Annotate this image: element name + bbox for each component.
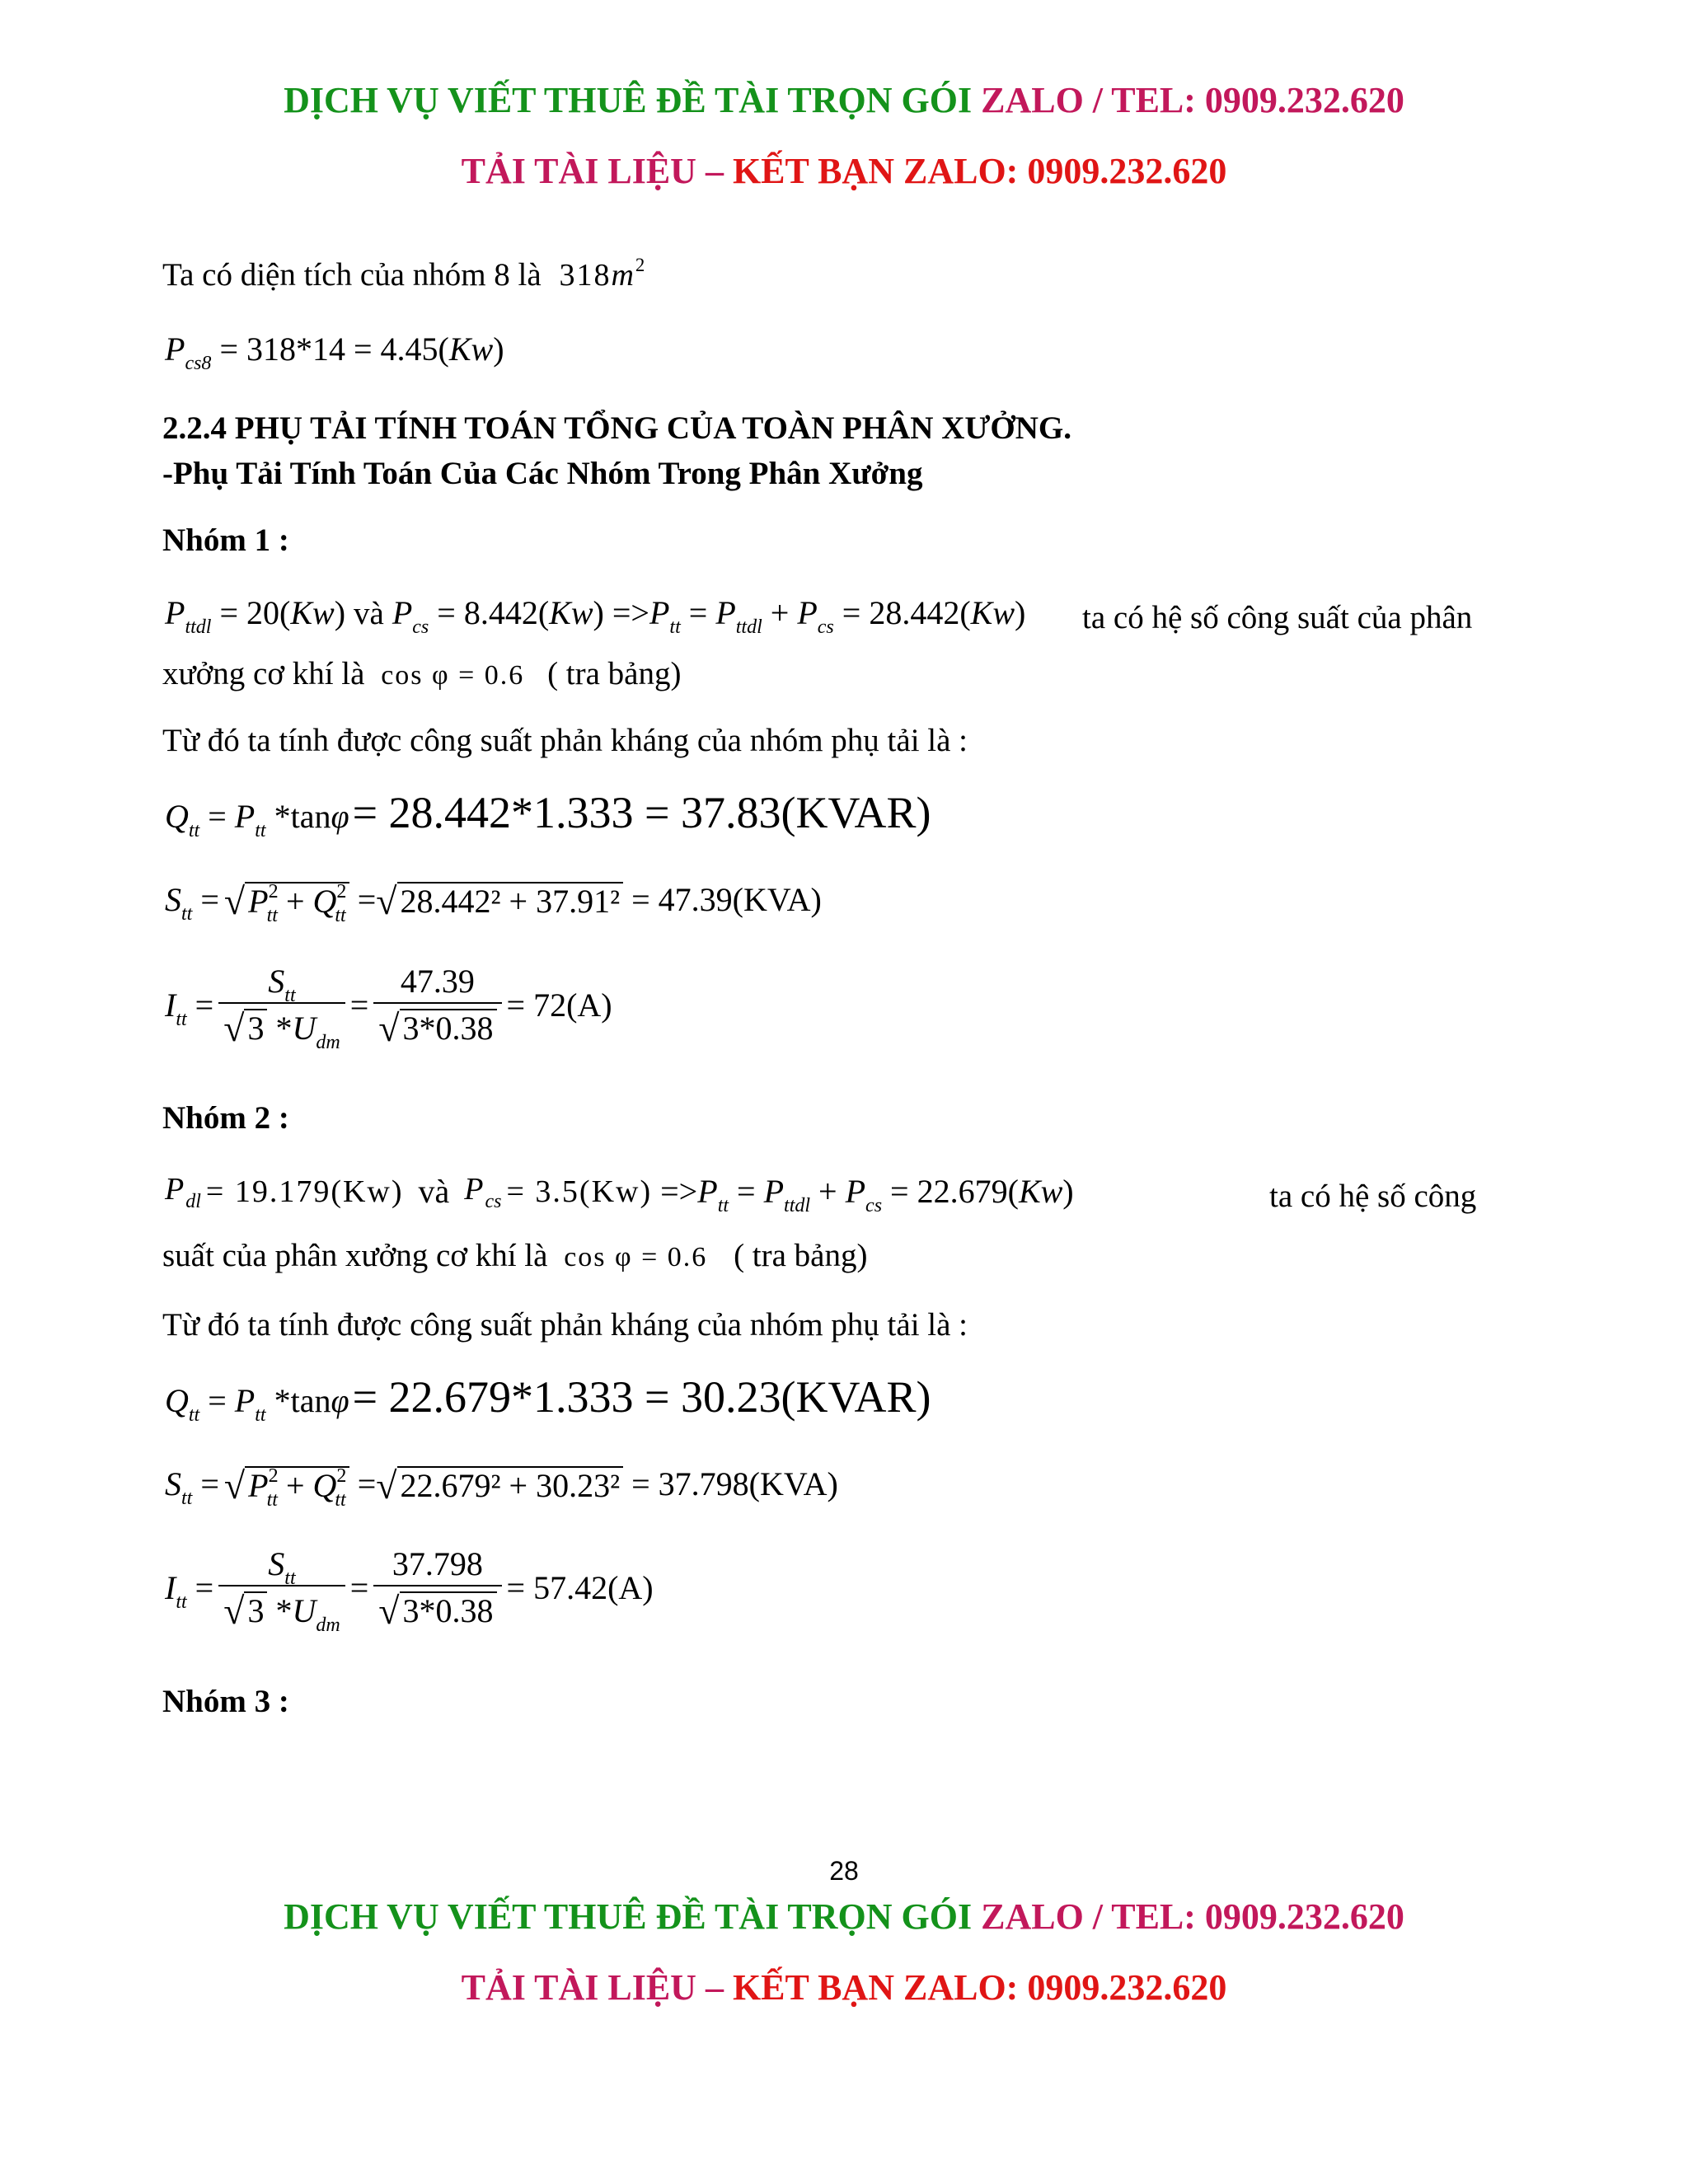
group2-i-numerator: 37.798 — [392, 1545, 483, 1582]
group1-i-numerator: 47.39 — [400, 963, 475, 1000]
pcs8-subscript: cs8 — [185, 352, 212, 374]
group2-dl-value: = 19.179(Kw) — [205, 1174, 404, 1209]
group1-i-equation: $I_{tt}$ = $\frac{S_{tt}}{√ 3 *U_{dm}}$ = $\frac{47.39}{√ 3*0.38}$ = 72(A) — [165, 963, 612, 1053]
group1-s-radicand: 28.442² + 37.91² — [397, 882, 624, 918]
header-service-text: DỊCH VỤ VIẾT THUÊ ĐỀ TÀI TRỌN GÓI — [284, 80, 973, 120]
group2-q-calc: = 22.679*1.333 = 30.23(KVAR) — [352, 1372, 931, 1422]
group2-s-equation: $S_{tt}$ = √ $P^2_{tt} + Q^2_{tt}$ = √ 22.679² + 30.23² = 37.798(KVA) — [165, 1465, 838, 1511]
pcs8-rhs: = 318*14 = 4.45( — [219, 330, 449, 368]
section-heading: 2.2.4 PHỤ TẢI TÍNH TOÁN TỔNG CỦA TOÀN PHÂN XƯỞNG. — [162, 410, 1072, 446]
header-add-friend-zalo: KẾT BẠN ZALO: 0909.232.620 — [732, 151, 1227, 191]
group1-q-equation: $Q_{tt} = P_{tt}$ *tanφ = 28.442*1.333 = 37.83(KVAR) — [165, 788, 931, 841]
group2-q-equation: $Q_{tt} = P_{tt}$ *tanφ = 22.679*1.333 = 30.23(KVAR) — [165, 1372, 931, 1426]
group1-power-line: $P_{ttdl} = 20(Kw)$ và $P_{cs} = 8.442(Kw) =>P_{tt} = P_{ttdl} + P_{cs} = 28.442(Kw)$ — [165, 594, 1026, 638]
footer-download-text: TẢI TÀI LIỆU – — [461, 1967, 724, 2008]
group2-line2-text: suất của phân xưởng cơ khí là — [162, 1238, 548, 1273]
page-number: 28 — [829, 1856, 859, 1886]
group1-ttdl-value: = 20( — [219, 594, 291, 631]
area-exponent: 2 — [635, 254, 647, 275]
area-value: 318 — [559, 258, 612, 293]
group3-title: Nhóm 3 : — [162, 1684, 289, 1719]
group2-cos-line — [162, 1236, 867, 1277]
group2-title: Nhóm 2 : — [162, 1100, 289, 1136]
group1-cs-value: = 8.442( — [437, 594, 550, 631]
group1-title: Nhóm 1 : — [162, 523, 289, 558]
section-subheading: -Phụ Tải Tính Toán Của Các Nhóm Trong Phân Xưởng — [162, 456, 923, 491]
header-zalo-tel: ZALO / TEL: 0909.232.620 — [981, 80, 1404, 120]
footer-service-text: DỊCH VỤ VIẾT THUÊ ĐỀ TÀI TRỌN GÓI — [284, 1896, 973, 1937]
group2-cs-value: = 3.5(Kw) — [506, 1174, 653, 1209]
footer-banner-line2 — [0, 1966, 1688, 2009]
pcs8-unit: Kw — [448, 330, 494, 368]
group2-i-denominator: 3*0.38 — [400, 1591, 497, 1628]
footer-zalo-tel: ZALO / TEL: 0909.232.620 — [981, 1896, 1404, 1937]
area-unit: m — [611, 258, 635, 293]
group2-va: và — [418, 1173, 450, 1210]
header-banner-line1 — [0, 79, 1688, 122]
group2-i-result: = 57.42(A) — [506, 1569, 654, 1607]
group1-i-result: = 72(A) — [506, 987, 612, 1024]
header-download-text: TẢI TÀI LIỆU – — [461, 151, 724, 191]
group1-cos-value: cos φ = 0.6 — [381, 660, 525, 691]
group1-s-result: = 47.39(KVA) — [631, 881, 822, 918]
pcs8-close: ) — [493, 330, 504, 368]
group1-cos-line — [162, 654, 681, 696]
group2-tail-text: ta có hệ số công — [1269, 1179, 1477, 1214]
group1-va: và — [354, 596, 384, 631]
group1-i-denominator: 3*0.38 — [400, 1009, 497, 1045]
group2-i-equation: $I_{tt}$ = $\frac{S_{tt}}{√ 3 *U_{dm}}$ = $\frac{37.798}{√ 3*0.38}$ = 57.42(A) — [165, 1545, 654, 1636]
group2-power-line: $P_{dl}$ = 19.179(Kw) và $P_{cs}$ = 3.5(Kw) $=>P_{tt} = P_{ttdl} + P_{cs} = 22.679(Kw)$ — [165, 1171, 1074, 1216]
pcs8-symbol: P — [165, 330, 185, 368]
area-text: Ta có diện tích của nhóm 8 là — [162, 257, 542, 293]
group1-q-intro: Từ đó ta tính được công suất phản kháng của nhóm phụ tải là : — [162, 723, 968, 758]
group1-q-calc: = 28.442*1.333 = 37.83(KVAR) — [352, 788, 931, 837]
group2-cos-value: cos φ = 0.6 — [564, 1242, 708, 1272]
group2-q-intro: Từ đó ta tính được công suất phản kháng của nhóm phụ tải là : — [162, 1307, 968, 1343]
group2-s-radicand: 22.679² + 30.23² — [397, 1466, 624, 1502]
group2-tra-bang: ( tra bảng) — [734, 1238, 868, 1273]
group1-total-value: = 28.442( — [842, 594, 971, 631]
group1-tra-bang: ( tra bảng) — [547, 656, 682, 691]
group1-line2-text: xưởng cơ khí là — [162, 656, 365, 691]
group1-s-equation: $S_{tt}$ = √ $P^2_{tt} + Q^2_{tt}$ = √ 28.442² + 37.91² = 47.39(KVA) — [165, 880, 822, 926]
group2-total-value: = 22.679( — [890, 1173, 1019, 1210]
group1-tail-text: ta có hệ số công suất của phân — [1082, 600, 1473, 635]
area-line — [162, 255, 646, 295]
footer-banner-line1 — [0, 1896, 1688, 1938]
pcs8-equation — [165, 328, 504, 374]
footer-add-friend-zalo: KẾT BẠN ZALO: 0909.232.620 — [732, 1967, 1227, 2008]
header-banner-line2 — [0, 150, 1688, 193]
group2-s-result: = 37.798(KVA) — [631, 1465, 838, 1502]
